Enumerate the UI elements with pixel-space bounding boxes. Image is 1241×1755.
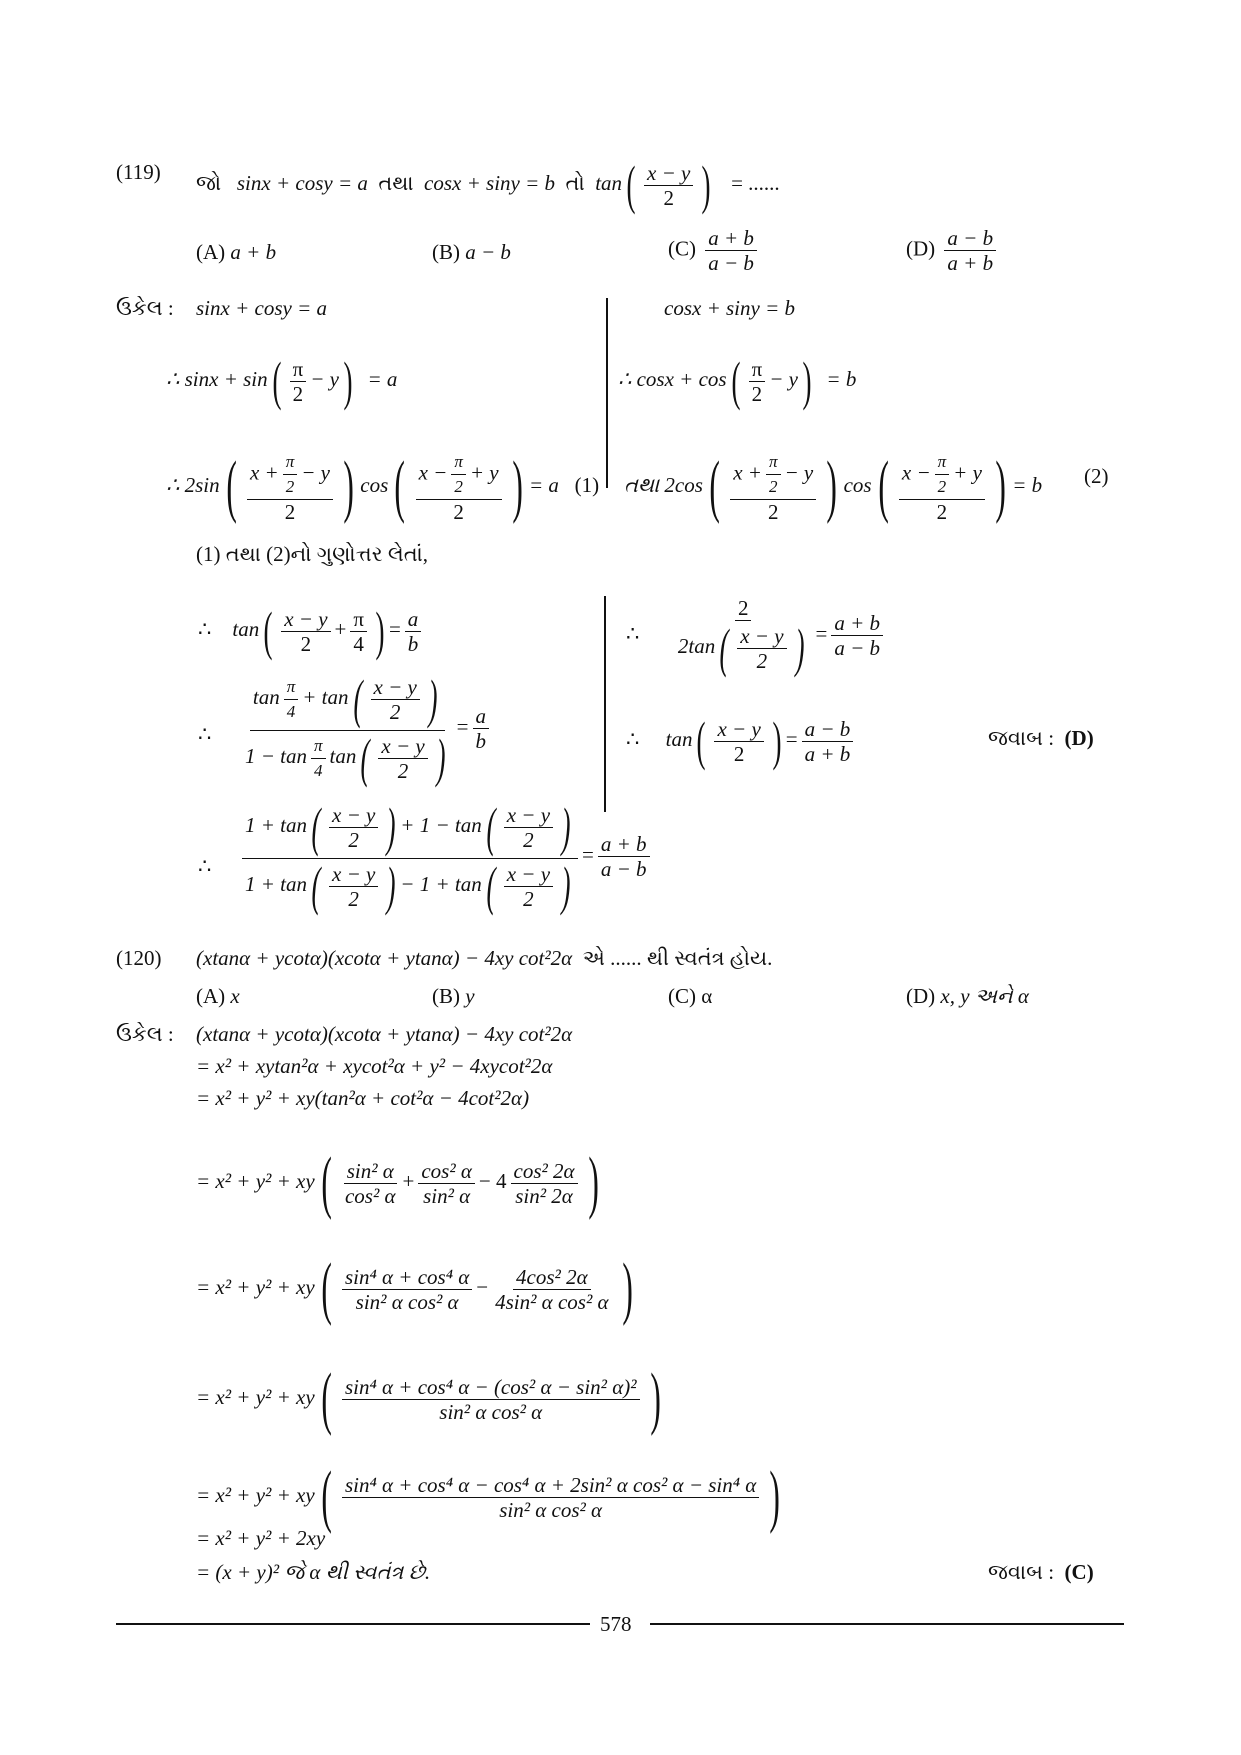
q119-right-step2: ∴ cosx + cos( $\frac{\pi}{2}$ − y) = b — [618, 351, 857, 411]
footer-rule-right — [650, 1623, 1124, 1625]
q120-solution-label: ઉકેલ : — [116, 1022, 174, 1046]
q119-solution-label: ઉકેલ : — [116, 296, 174, 320]
q120-line-9: = (x + y)² જે α થી સ્વતંત્ર છે. — [196, 1560, 431, 1584]
q119-statement: જો sinx + cosy = a તથા cosx + siny = b તો tan( $\frac{x - y}{2}$ ) = ...... — [196, 155, 780, 215]
q120-line-8: = x² + y² + 2xy — [196, 1526, 326, 1550]
q120-option-b: (B) y — [432, 984, 475, 1008]
q120-line-6: = x² + y² + xy( $\frac{\text{sin⁴ α + cos⁴ α − (cos² α − sin² α)²}}{\text{sin² α cos² α}}$ ) — [196, 1360, 661, 1437]
column-divider-1 — [606, 298, 608, 488]
q119-right-step-final: ∴ tan( $\frac{x - y}{2}$ ) = $\frac{a - b}{a + b}$ — [626, 714, 857, 768]
q119-step-expand: tan $\frac{\pi}{4}$ + tan( $\frac{x - y}{2}$ ) 1 − tan $\frac{\pi}{4}$ tan( $\frac{x - y}{2}$ ) = $\frac{a}{b}$ — [238, 672, 493, 785]
q119-left-eq1: sinx + cosy = a — [196, 296, 327, 320]
q120-line-4: = x² + y² + xy( $\frac{\text{sin² α}}{\text{cos² α}}$ + $\frac{\text{cos² α}}{\text{sin² α}}$ − 4 $\frac{\text{cos² 2α}}{\text{sin² 2α}}$ ) — [196, 1144, 599, 1221]
q119-right-eq1: cosx + siny = b — [664, 296, 795, 320]
q120-answer: જવાબ : (C) — [988, 1560, 1094, 1584]
q119-step-expand-therefore: ∴ — [198, 722, 212, 746]
q120-line-1: (xtanα + ycotα)(xcotα + ytanα) − 4xy cot²2α — [196, 1022, 573, 1046]
q119-right-step-recip: ∴ 2 2tan( $\frac{x - y}{2}$ ) = $\frac{a + b}{a - b}$ — [626, 596, 887, 675]
q119-left-step2: ∴ sinx + sin( $\frac{\pi}{2}$ − y) = a — [166, 351, 398, 411]
q119-step-componendo: 1 + tan( $\frac{x - y}{2}$ ) + 1 − tan( $\frac{x - y}{2}$ ) 1 + tan( $\frac{x - y}{2}$ ) − 1 + tan( $\frac{x - y}{2}$ ) = $\frac{a + b}{a - b}$ — [238, 800, 654, 913]
q120-option-a: (A) x — [196, 984, 240, 1008]
q119-right-tag: (2) — [1084, 464, 1109, 488]
q120-line-2: = x² + xytan²α + xycot²α + y² − 4xycot²2α — [196, 1054, 553, 1078]
q120-statement: (xtanα + ycotα)(xcotα + ytanα) − 4xy cot²2α એ ...... થી સ્વતંત્ર હોય. — [196, 946, 773, 970]
column-divider-2 — [604, 596, 606, 812]
page-number: 578 — [600, 1612, 632, 1636]
q120-line-7: = x² + y² + xy( $\frac{\text{sin⁴ α + cos⁴ α − cos⁴ α + 2sin² α cos² α − sin⁴ α}}{\text{sin² α cos² α}}$ ) — [196, 1458, 781, 1535]
q119-left-step3: ∴ 2sin( x + $\frac{\pi}{2}$ − y 2 ) cos( x − $\frac{\pi}{2}$ + y 2 ) = a (1) — [166, 448, 600, 525]
q119-option-c: (C) $\frac{a + b}{a - b}$ — [668, 226, 761, 275]
q119-option-d: (D) $\frac{a - b}{a + b}$ — [906, 226, 1000, 275]
q120-option-d: (D) x, y અને α — [906, 984, 1029, 1008]
q120-number: (120) — [116, 946, 162, 970]
q119-frac: $\frac{x - y}{2}$ — [644, 161, 693, 210]
q119-option-b: (B) a − b — [432, 240, 511, 264]
q119-ratio-text: (1) તથા (2)નો ગુણોત્તર લેતાં, — [196, 542, 429, 566]
q119-step-tan-sum: ∴ tan( $\frac{x - y}{2}$ + $\frac{\pi}{4}$ ) = $\frac{a}{b}$ — [198, 604, 425, 658]
q119-right-step3: તથા 2cos( x + $\frac{\pi}{2}$ − y 2 ) cos( x − $\frac{\pi}{2}$ + y 2 ) = b — [624, 448, 1043, 525]
q120-line-5: = x² + y² + xy( $\frac{\text{sin⁴ α + cos⁴ α}}{\text{sin² α cos² α}}$ − $\frac{\text{4cos² 2α}}{\text{4sin² α cos² α}}$ ) — [196, 1250, 633, 1327]
q120-line-3: = x² + y² + xy(tan²α + cot²α − 4cot²2α) — [196, 1086, 530, 1110]
footer-rule-left — [116, 1623, 590, 1625]
q119-option-a: (A) a + b — [196, 240, 277, 264]
q119-number: (119) — [116, 160, 161, 184]
q119-answer: જવાબ : (D) — [988, 726, 1094, 750]
q120-option-c: (C) α — [668, 984, 713, 1008]
q119-step-componendo-therefore: ∴ — [198, 854, 212, 878]
